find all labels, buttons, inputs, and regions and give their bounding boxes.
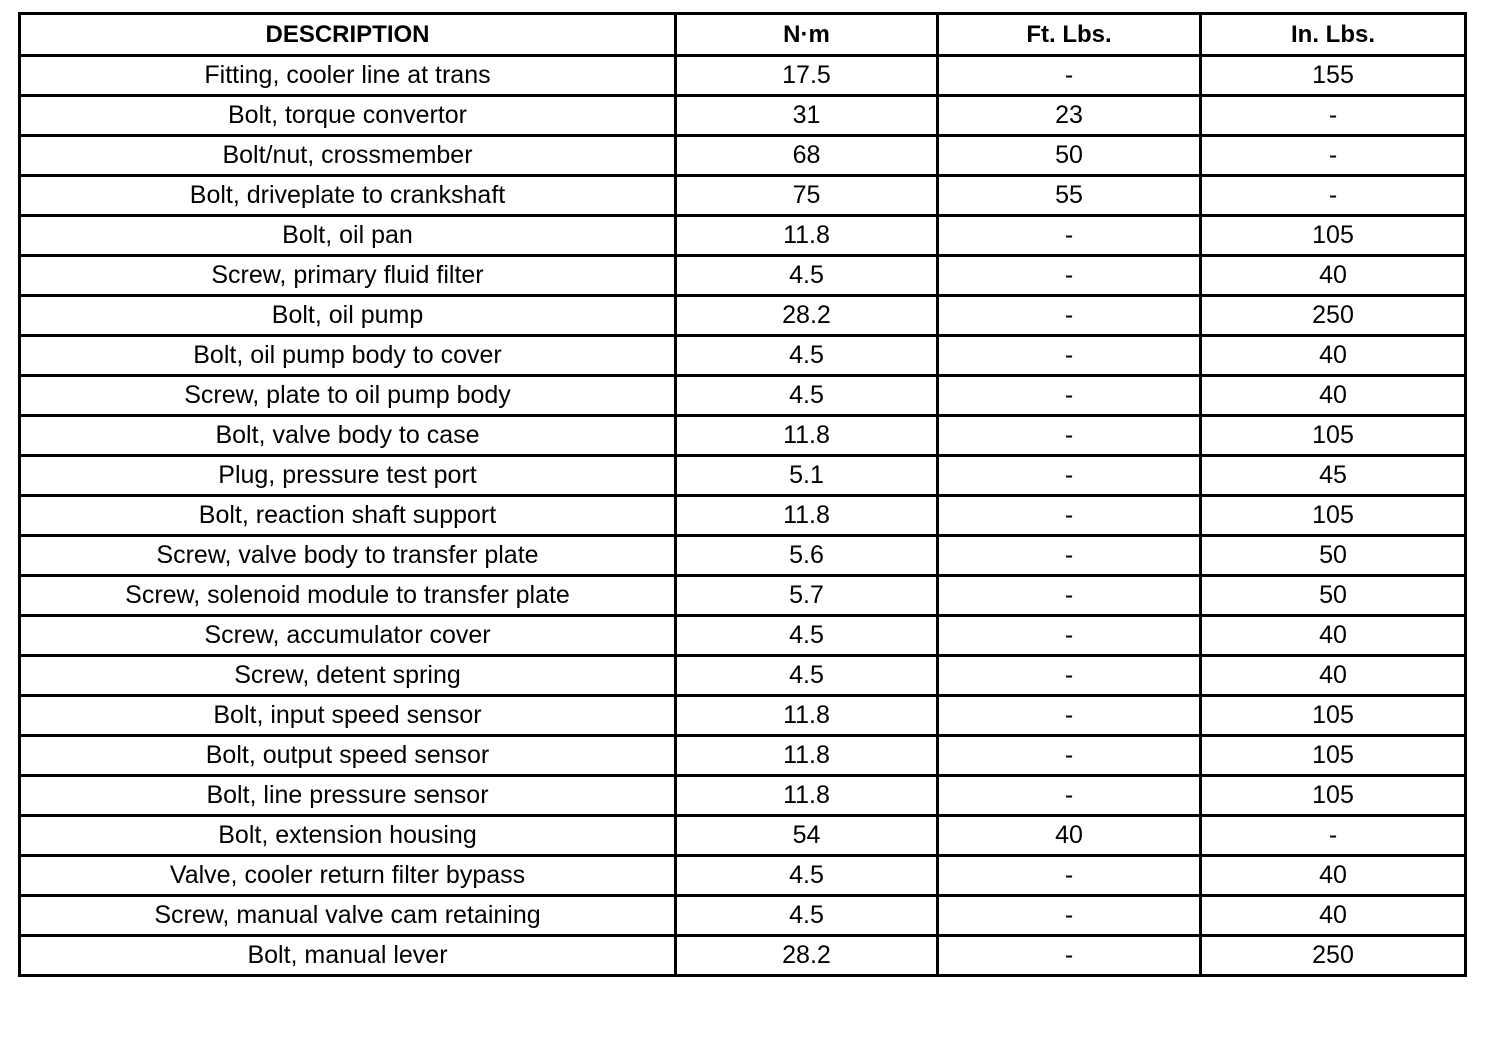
header-newton-meters: N·m xyxy=(676,14,938,56)
newton-meters-cell: 75 xyxy=(676,176,938,216)
newton-meters-cell: 4.5 xyxy=(676,256,938,296)
description-cell: Screw, solenoid module to transfer plate xyxy=(20,576,676,616)
inch-pounds-cell: 50 xyxy=(1201,576,1466,616)
newton-meters-cell: 11.8 xyxy=(676,496,938,536)
inch-pounds-cell: 45 xyxy=(1201,456,1466,496)
newton-meters-cell: 11.8 xyxy=(676,776,938,816)
table-row xyxy=(20,536,1466,576)
description-cell: Screw, accumulator cover xyxy=(20,616,676,656)
foot-pounds-cell: - xyxy=(938,936,1201,976)
newton-meters-cell: 54 xyxy=(676,816,938,856)
newton-meters-cell: 4.5 xyxy=(676,656,938,696)
header-foot-pounds: Ft. Lbs. xyxy=(938,14,1201,56)
table-row xyxy=(20,776,1466,816)
foot-pounds-cell: - xyxy=(938,536,1201,576)
table-row xyxy=(20,336,1466,376)
table-row xyxy=(20,496,1466,536)
newton-meters-cell: 28.2 xyxy=(676,296,938,336)
foot-pounds-cell: - xyxy=(938,696,1201,736)
table-row xyxy=(20,936,1466,976)
newton-meters-cell: 17.5 xyxy=(676,56,938,96)
description-cell: Bolt, oil pan xyxy=(20,216,676,256)
foot-pounds-cell: - xyxy=(938,736,1201,776)
inch-pounds-cell: - xyxy=(1201,136,1466,176)
description-cell: Plug, pressure test port xyxy=(20,456,676,496)
table-row xyxy=(20,736,1466,776)
foot-pounds-cell: - xyxy=(938,616,1201,656)
description-cell: Bolt, valve body to case xyxy=(20,416,676,456)
inch-pounds-cell: 40 xyxy=(1201,376,1466,416)
newton-meters-cell: 11.8 xyxy=(676,216,938,256)
table-body xyxy=(20,56,1466,976)
newton-meters-cell: 28.2 xyxy=(676,936,938,976)
newton-meters-cell: 4.5 xyxy=(676,616,938,656)
newton-meters-cell: 4.5 xyxy=(676,336,938,376)
table-row xyxy=(20,896,1466,936)
newton-meters-cell: 4.5 xyxy=(676,856,938,896)
description-cell: Bolt/nut, crossmember xyxy=(20,136,676,176)
table-row xyxy=(20,296,1466,336)
inch-pounds-cell: 40 xyxy=(1201,896,1466,936)
foot-pounds-cell: - xyxy=(938,296,1201,336)
table-row xyxy=(20,696,1466,736)
table-row xyxy=(20,656,1466,696)
foot-pounds-cell: - xyxy=(938,776,1201,816)
foot-pounds-cell: - xyxy=(938,896,1201,936)
inch-pounds-cell: - xyxy=(1201,176,1466,216)
newton-meters-cell: 4.5 xyxy=(676,896,938,936)
description-cell: Bolt, line pressure sensor xyxy=(20,776,676,816)
foot-pounds-cell: - xyxy=(938,216,1201,256)
description-cell: Bolt, driveplate to crankshaft xyxy=(20,176,676,216)
foot-pounds-cell: - xyxy=(938,416,1201,456)
newton-meters-cell: 68 xyxy=(676,136,938,176)
inch-pounds-cell: - xyxy=(1201,96,1466,136)
newton-meters-cell: 5.6 xyxy=(676,536,938,576)
foot-pounds-cell: - xyxy=(938,496,1201,536)
inch-pounds-cell: 40 xyxy=(1201,616,1466,656)
header-inch-pounds: In. Lbs. xyxy=(1201,14,1466,56)
foot-pounds-cell: - xyxy=(938,576,1201,616)
inch-pounds-cell: 105 xyxy=(1201,696,1466,736)
inch-pounds-cell: 105 xyxy=(1201,416,1466,456)
foot-pounds-cell: 55 xyxy=(938,176,1201,216)
header-row xyxy=(20,14,1466,56)
inch-pounds-cell: 105 xyxy=(1201,736,1466,776)
inch-pounds-cell: 250 xyxy=(1201,296,1466,336)
newton-meters-cell: 31 xyxy=(676,96,938,136)
inch-pounds-cell: 105 xyxy=(1201,496,1466,536)
description-cell: Screw, primary fluid filter xyxy=(20,256,676,296)
description-cell: Screw, manual valve cam retaining xyxy=(20,896,676,936)
description-cell: Fitting, cooler line at trans xyxy=(20,56,676,96)
description-cell: Screw, detent spring xyxy=(20,656,676,696)
inch-pounds-cell: 40 xyxy=(1201,336,1466,376)
newton-meters-cell: 5.1 xyxy=(676,456,938,496)
newton-meters-cell: 4.5 xyxy=(676,376,938,416)
foot-pounds-cell: - xyxy=(938,656,1201,696)
description-cell: Bolt, oil pump body to cover xyxy=(20,336,676,376)
description-cell: Valve, cooler return filter bypass xyxy=(20,856,676,896)
description-cell: Bolt, input speed sensor xyxy=(20,696,676,736)
inch-pounds-cell: 40 xyxy=(1201,656,1466,696)
inch-pounds-cell: 105 xyxy=(1201,776,1466,816)
foot-pounds-cell: - xyxy=(938,456,1201,496)
description-cell: Bolt, oil pump xyxy=(20,296,676,336)
description-cell: Bolt, extension housing xyxy=(20,816,676,856)
table-row xyxy=(20,856,1466,896)
table-row xyxy=(20,56,1466,96)
description-cell: Bolt, reaction shaft support xyxy=(20,496,676,536)
table-row xyxy=(20,576,1466,616)
inch-pounds-cell: 155 xyxy=(1201,56,1466,96)
foot-pounds-cell: 23 xyxy=(938,96,1201,136)
description-cell: Bolt, manual lever xyxy=(20,936,676,976)
inch-pounds-cell: 40 xyxy=(1201,856,1466,896)
foot-pounds-cell: - xyxy=(938,856,1201,896)
newton-meters-cell: 11.8 xyxy=(676,416,938,456)
newton-meters-cell: 11.8 xyxy=(676,736,938,776)
table-row xyxy=(20,456,1466,496)
newton-meters-cell: 11.8 xyxy=(676,696,938,736)
description-cell: Screw, valve body to transfer plate xyxy=(20,536,676,576)
table-row xyxy=(20,816,1466,856)
table-row xyxy=(20,376,1466,416)
inch-pounds-cell: - xyxy=(1201,816,1466,856)
table-row xyxy=(20,176,1466,216)
table-row xyxy=(20,616,1466,656)
foot-pounds-cell: 50 xyxy=(938,136,1201,176)
table-row xyxy=(20,216,1466,256)
table-row xyxy=(20,256,1466,296)
table-row xyxy=(20,416,1466,456)
foot-pounds-cell: - xyxy=(938,256,1201,296)
description-cell: Screw, plate to oil pump body xyxy=(20,376,676,416)
description-cell: Bolt, torque convertor xyxy=(20,96,676,136)
torque-specifications-table xyxy=(18,12,1467,977)
foot-pounds-cell: - xyxy=(938,376,1201,416)
table-row xyxy=(20,96,1466,136)
inch-pounds-cell: 40 xyxy=(1201,256,1466,296)
inch-pounds-cell: 50 xyxy=(1201,536,1466,576)
inch-pounds-cell: 250 xyxy=(1201,936,1466,976)
inch-pounds-cell: 105 xyxy=(1201,216,1466,256)
header-description: DESCRIPTION xyxy=(20,14,676,56)
table-row xyxy=(20,136,1466,176)
description-cell: Bolt, output speed sensor xyxy=(20,736,676,776)
foot-pounds-cell: - xyxy=(938,56,1201,96)
newton-meters-cell: 5.7 xyxy=(676,576,938,616)
foot-pounds-cell: 40 xyxy=(938,816,1201,856)
foot-pounds-cell: - xyxy=(938,336,1201,376)
